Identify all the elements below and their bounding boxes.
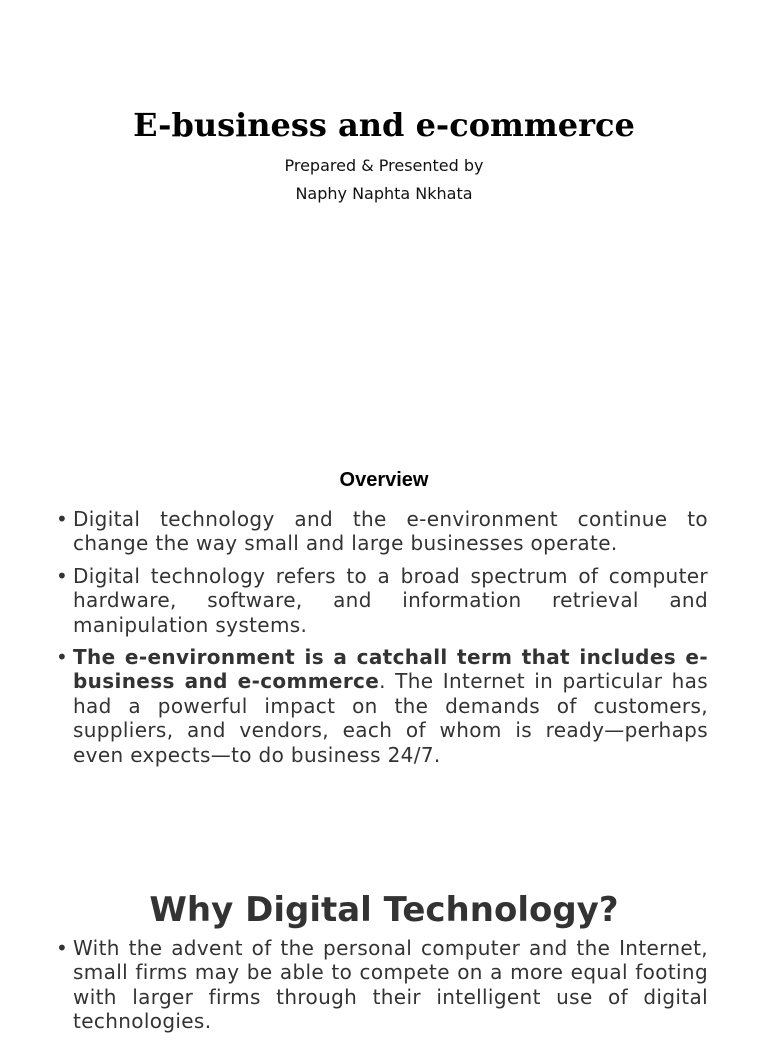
why-digital-heading: Why Digital Technology?	[149, 890, 619, 930]
bullet-text: Digital technology refers to a broad spectrum of computer hardware, software, and information retrieval and manipulation systems.	[73, 563, 708, 637]
overview-bullet-list	[56, 507, 708, 775]
overview-heading: Overview	[339, 469, 429, 491]
bullet-item	[56, 507, 708, 556]
bullet-item	[56, 645, 708, 767]
presentation-title: E-business and e-commerce	[133, 106, 635, 144]
bullet-icon: •	[56, 936, 69, 960]
title-slide	[0, 0, 768, 270]
bullet-text: Digital technology and the e-environment continue to change the way small and large businesses operate.	[73, 507, 708, 556]
bullet-text: . The Internet in particular has had a powerful impact on the demands of customers, suppliers, and vendors, each of whom is ready—perhaps even expects—to do business 24/7.	[73, 669, 708, 767]
subtitle-prepared-by: Prepared & Presented by	[284, 156, 484, 175]
bullet-icon: •	[56, 645, 69, 670]
why-digital-slide	[0, 880, 768, 1034]
bullet-item	[56, 936, 708, 1034]
bullet-icon: •	[56, 563, 69, 588]
bullet-icon: •	[56, 507, 69, 531]
presenter-name: Naphy Naphta Nkhata	[295, 184, 473, 203]
overview-slide	[0, 455, 768, 785]
bullet-item	[56, 564, 708, 637]
bullet-text: With the advent of the personal computer and the Internet, small firms may be able to compete on a more equal footing with larger firms through their intelligent use of digital technologies.	[73, 936, 708, 1034]
bullet-bold-text: The e-environment is a catchall term that includes e-business and e-commerce	[73, 645, 708, 694]
why-digital-bullet-list	[56, 936, 708, 1042]
